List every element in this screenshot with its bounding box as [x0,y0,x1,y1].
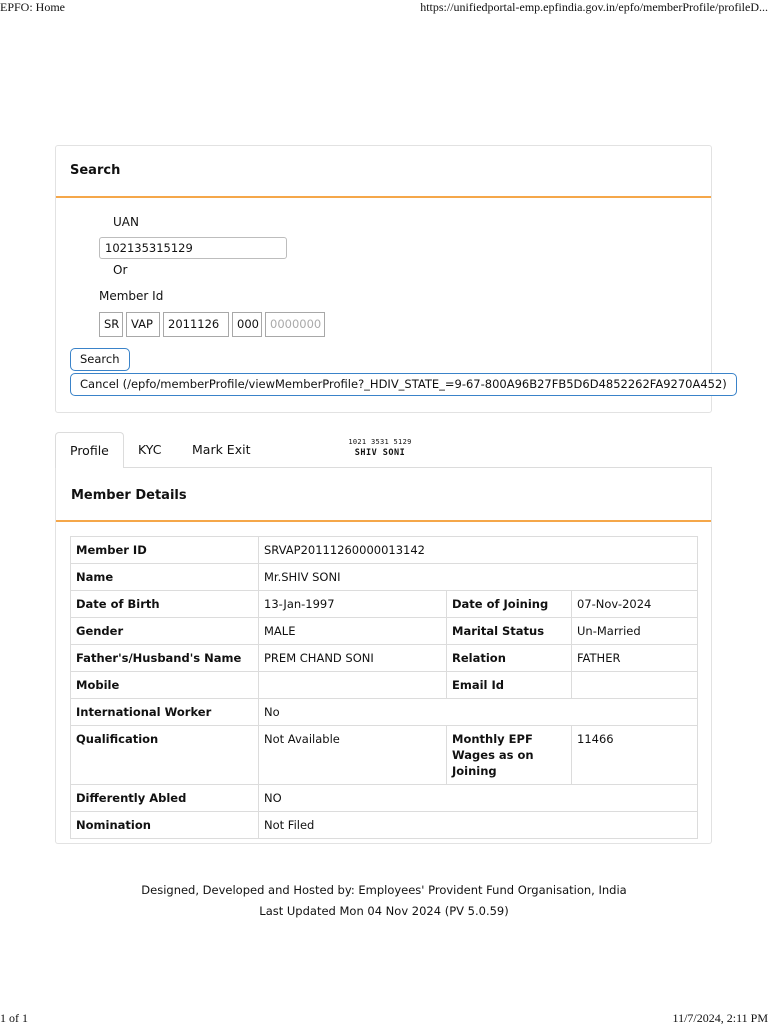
print-footer [0,1011,768,1025]
print-header [0,0,768,16]
member-id-region-input[interactable]: SR [99,312,123,337]
search-panel [55,145,727,413]
footer-last-updated: Last Updated Mon 04 Nov 2024 (PV 5.0.59) [259,904,509,918]
member-details-divider [56,520,711,522]
detail-value: Un-Married [572,618,698,645]
tab-profile[interactable]: Profile [55,432,124,469]
detail-value: No [259,699,698,726]
table-row [71,618,698,645]
detail-value: Not Filed [259,812,698,839]
detail-value: 13-Jan-1997 [259,591,447,618]
uan-card-name: SHIV SONI [354,448,406,458]
detail-value: 11466 [572,726,698,785]
tab-mark-exit[interactable]: Mark Exit [192,442,251,457]
member-id-label: Member Id [99,289,164,303]
detail-label: Nomination [71,812,259,839]
detail-value: SRVAP20111260000013142 [259,537,698,564]
detail-label: Marital Status [447,618,572,645]
detail-value: 07-Nov-2024 [572,591,698,618]
table-row [71,564,698,591]
table-row [71,591,698,618]
uan-card-number: 1021 3531 5129 [348,438,412,446]
table-row [71,672,698,699]
search-panel-divider [56,196,711,198]
table-row [71,726,698,785]
table-row [71,812,698,839]
detail-label: Gender [71,618,259,645]
uan-input[interactable]: 102135315129 [99,237,287,259]
footer-credits: Designed, Developed and Hosted by: Employees' Provident Fund Organisation, India [141,883,627,897]
uan-card [330,438,430,458]
detail-value: Not Available [259,726,447,785]
member-id-account-input[interactable]: 0000000 [265,312,325,337]
detail-value: Mr.SHIV SONI [259,564,698,591]
detail-label: International Worker [71,699,259,726]
detail-label: Email Id [447,672,572,699]
or-label: Or [113,263,128,277]
detail-label: Qualification [71,726,259,785]
detail-value: NO [259,785,698,812]
member-id-office-input[interactable]: VAP [126,312,160,337]
cancel-button[interactable]: Cancel (/epfo/memberProfile/viewMemberProfile?_HDIV_STATE_=9-67-800A96B27FB5D6D4852262FA9270A452) [70,373,737,396]
search-panel-title: Search [70,163,121,178]
detail-label: Differently Abled [71,785,259,812]
print-page-count: 1 of 1 [0,1011,28,1025]
table-row [71,645,698,672]
print-page-title: EPFO: Home [0,0,66,14]
search-button[interactable]: Search [70,348,130,371]
detail-label: Father's/Husband's Name [71,645,259,672]
detail-value: FATHER [572,645,698,672]
detail-value [259,672,447,699]
tab-kyc[interactable]: KYC [138,442,162,457]
member-details-title: Member Details [71,488,187,503]
uan-label: UAN [113,215,139,229]
table-row [71,537,698,564]
detail-value: PREM CHAND SONI [259,645,447,672]
detail-label: Date of Joining [447,591,572,618]
member-details-table [70,536,698,839]
member-id-establishment-input[interactable]: 2011126 [163,312,229,337]
detail-label: Relation [447,645,572,672]
detail-label: Date of Birth [71,591,259,618]
detail-value: MALE [259,618,447,645]
detail-label: Member ID [71,537,259,564]
table-row [71,785,698,812]
table-row [71,699,698,726]
print-datetime: 11/7/2024, 2:11 PM [672,1011,768,1025]
detail-value [572,672,698,699]
detail-label: Monthly EPF Wages as on Joining [447,726,572,785]
detail-label: Name [71,564,259,591]
member-id-extension-input[interactable]: 000 [232,312,262,337]
detail-label: Mobile [71,672,259,699]
print-page-url: https://unifiedportal-emp.epfindia.gov.in/epfo/memberProfile/profileD... [420,0,768,14]
